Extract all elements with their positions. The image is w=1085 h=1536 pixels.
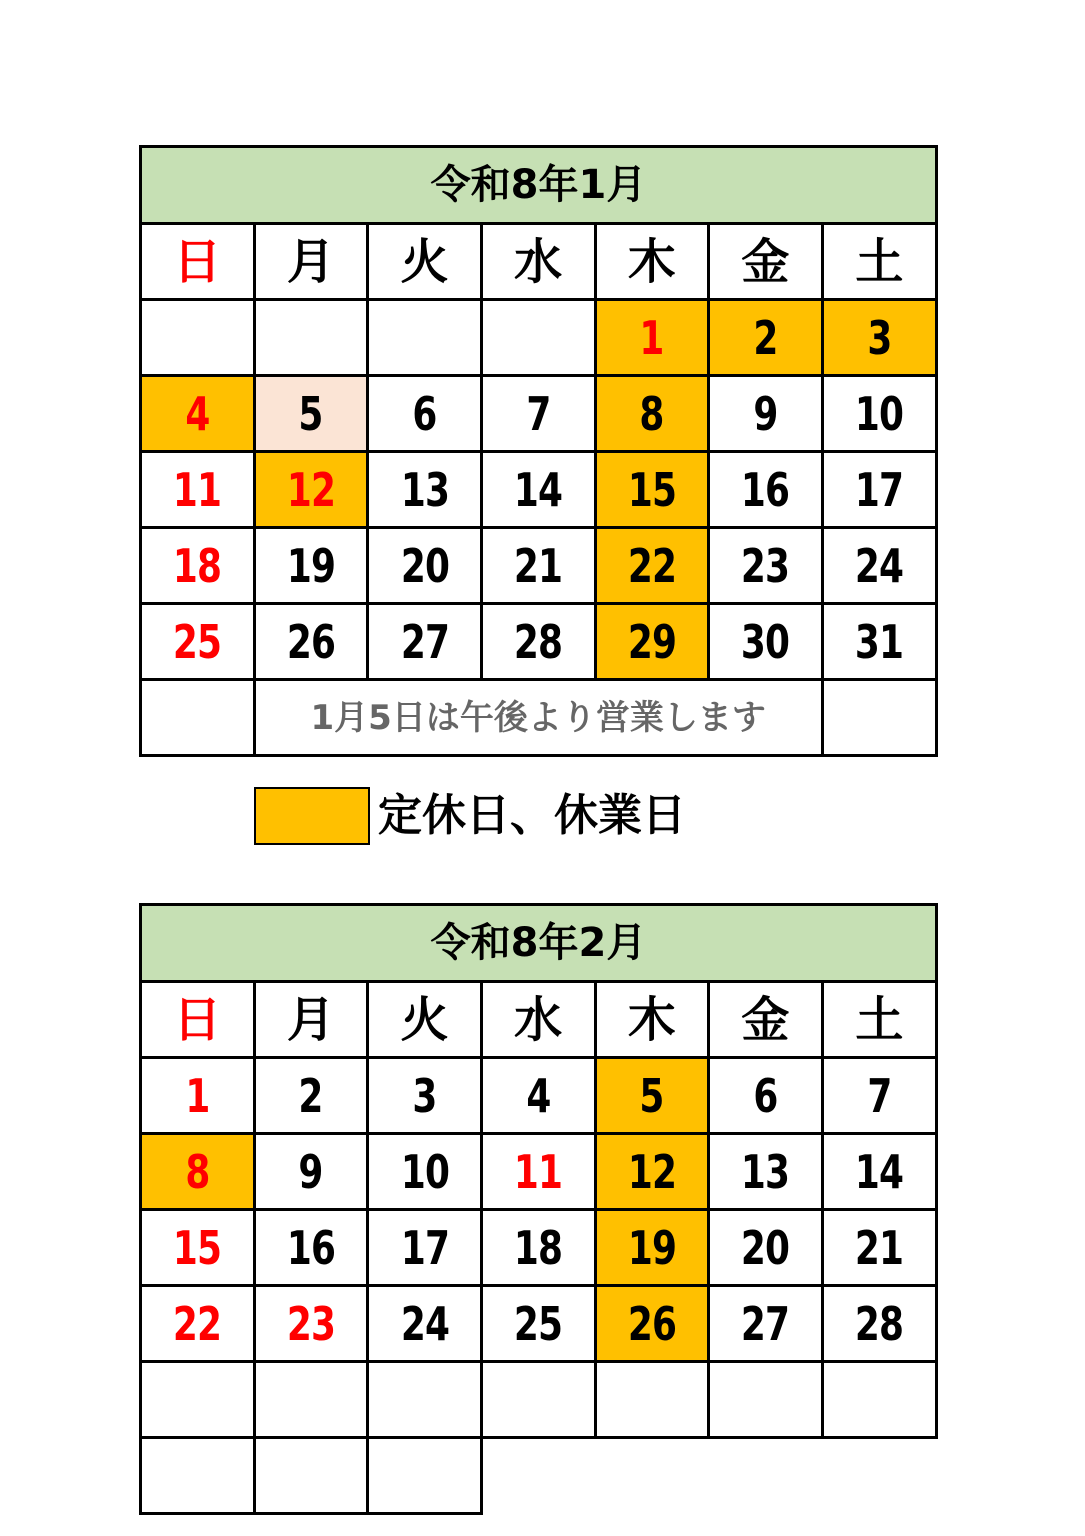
day-cell: [368, 604, 482, 680]
day-number: 6: [412, 386, 437, 441]
day-cell: [595, 452, 709, 528]
day-number: 14: [855, 1144, 904, 1199]
day-cell: [595, 1286, 709, 1362]
day-cell: [141, 1286, 255, 1362]
day-number: 26: [627, 1296, 676, 1351]
day-number: 20: [400, 538, 449, 593]
day-cell: [254, 1210, 368, 1286]
day-cell: [141, 528, 255, 604]
day-cell: [595, 1058, 709, 1134]
day-number: 1: [185, 1068, 210, 1123]
day-cell: [141, 300, 255, 376]
day-number: 9: [753, 386, 778, 441]
blank-area: [595, 1438, 709, 1514]
calendar-february: [139, 903, 938, 1515]
weekday-wed: 水: [481, 982, 595, 1058]
day-cell: [141, 376, 255, 452]
day-cell: [822, 1286, 936, 1362]
day-number: 2: [298, 1068, 324, 1123]
day-cell: [595, 1134, 709, 1210]
day-number: 16: [741, 462, 790, 517]
day-cell: [368, 1362, 482, 1438]
day-cell: [481, 376, 595, 452]
day-number: 17: [400, 1220, 449, 1275]
day-cell: [822, 1134, 936, 1210]
day-cell: [595, 1362, 709, 1438]
day-number: 12: [627, 1144, 676, 1199]
day-number: 21: [513, 538, 563, 593]
weekday-mon: 月: [254, 224, 368, 300]
calendar-title: 令和8年1月: [141, 147, 937, 224]
day-cell: [822, 1210, 936, 1286]
day-number: 1: [639, 310, 664, 365]
day-cell: [822, 528, 936, 604]
day-number: 20: [741, 1220, 790, 1275]
day-cell: [141, 1362, 255, 1438]
day-cell: [368, 300, 482, 376]
day-number: 8: [639, 386, 664, 441]
day-number: 11: [173, 462, 222, 517]
day-cell: [595, 604, 709, 680]
day-number: 25: [173, 614, 222, 669]
day-number: 10: [400, 1144, 449, 1199]
day-cell: [481, 452, 595, 528]
day-cell: [254, 1286, 368, 1362]
day-cell: [595, 376, 709, 452]
day-number: 30: [741, 614, 790, 669]
day-number: 15: [173, 1220, 222, 1275]
day-cell: [595, 1210, 709, 1286]
day-cell: [595, 528, 709, 604]
day-cell: [141, 1438, 255, 1514]
day-number: 3: [412, 1068, 437, 1123]
day-cell: [368, 1286, 482, 1362]
day-cell: [822, 680, 936, 756]
day-number: 23: [286, 1296, 336, 1351]
day-cell: [254, 376, 368, 452]
day-number: 31: [855, 614, 904, 669]
day-cell: [368, 376, 482, 452]
day-number: 10: [855, 386, 904, 441]
day-number: 12: [286, 462, 336, 517]
day-number: 3: [867, 310, 892, 365]
day-cell: [709, 1134, 823, 1210]
day-cell: [481, 1286, 595, 1362]
day-cell: [368, 1058, 482, 1134]
day-cell: [481, 1210, 595, 1286]
day-cell: [481, 1058, 595, 1134]
day-cell: [709, 1210, 823, 1286]
day-number: 19: [286, 538, 336, 593]
day-number: 11: [513, 1144, 563, 1199]
weekday-sun: 日: [141, 982, 255, 1058]
day-number: 22: [627, 538, 676, 593]
day-number: 2: [753, 310, 778, 365]
weekday-thu: 木: [595, 224, 709, 300]
weekday-tue: 火: [368, 224, 482, 300]
day-cell: [368, 1210, 482, 1286]
weekday-mon: 月: [254, 982, 368, 1058]
day-cell: [481, 604, 595, 680]
day-cell: [481, 1134, 595, 1210]
day-number: 7: [526, 386, 551, 441]
legend-swatch: [254, 787, 370, 845]
weekday-fri: 金: [709, 224, 823, 300]
day-cell: [254, 1058, 368, 1134]
blank-area: [481, 1438, 595, 1514]
day-number: 14: [513, 462, 563, 517]
calendar-title: 令和8年2月: [141, 905, 937, 982]
day-cell: [141, 1210, 255, 1286]
day-number: 19: [627, 1220, 676, 1275]
day-number: 22: [173, 1296, 222, 1351]
day-number: 27: [741, 1296, 790, 1351]
day-number: 16: [286, 1220, 336, 1275]
day-cell: [822, 300, 936, 376]
day-cell: [822, 1058, 936, 1134]
day-cell: [709, 1286, 823, 1362]
day-cell: [822, 452, 936, 528]
legend-label: 定休日、休業日: [378, 790, 686, 841]
day-cell: [595, 300, 709, 376]
day-number: 26: [286, 614, 336, 669]
day-number: 24: [855, 538, 904, 593]
day-cell: [254, 300, 368, 376]
day-number: 15: [627, 462, 676, 517]
day-cell: [709, 1058, 823, 1134]
day-number: 4: [185, 386, 210, 441]
day-number: 13: [400, 462, 449, 517]
weekday-sat: 土: [822, 982, 936, 1058]
day-cell: [141, 1058, 255, 1134]
day-number: 6: [753, 1068, 778, 1123]
day-number: 5: [639, 1068, 664, 1123]
day-number: 8: [185, 1144, 210, 1199]
day-number: 21: [855, 1220, 904, 1275]
day-number: 13: [741, 1144, 790, 1199]
day-cell: [254, 1438, 368, 1514]
day-number: 23: [741, 538, 790, 593]
blank-area: [822, 1438, 936, 1514]
day-cell: [709, 528, 823, 604]
weekday-thu: 木: [595, 982, 709, 1058]
day-number: 28: [855, 1296, 904, 1351]
day-cell: [254, 1134, 368, 1210]
day-number: 25: [513, 1296, 563, 1351]
day-cell: [822, 376, 936, 452]
day-cell: [254, 452, 368, 528]
day-cell: [481, 1362, 595, 1438]
day-cell: [368, 1438, 482, 1514]
weekday-fri: 金: [709, 982, 823, 1058]
day-number: 18: [173, 538, 222, 593]
day-number: 24: [400, 1296, 449, 1351]
day-number: 28: [513, 614, 563, 669]
day-cell: [254, 1362, 368, 1438]
day-cell: [141, 1134, 255, 1210]
day-cell: [368, 1134, 482, 1210]
day-cell: [709, 300, 823, 376]
weekday-wed: 水: [481, 224, 595, 300]
day-cell: [368, 528, 482, 604]
day-cell: [709, 376, 823, 452]
day-cell: [481, 300, 595, 376]
day-number: 17: [855, 462, 904, 517]
day-cell: [141, 680, 255, 756]
weekday-sun: 日: [141, 224, 255, 300]
day-number: 27: [400, 614, 449, 669]
day-cell: [368, 452, 482, 528]
day-cell: [709, 452, 823, 528]
blank-area: [709, 1438, 823, 1514]
calendar-january: [139, 145, 938, 757]
weekday-tue: 火: [368, 982, 482, 1058]
day-number: 4: [526, 1068, 551, 1123]
day-cell: [254, 528, 368, 604]
day-cell: [481, 528, 595, 604]
day-number: 9: [298, 1144, 324, 1199]
day-cell: [254, 604, 368, 680]
day-cell: [141, 604, 255, 680]
weekday-sat: 土: [822, 224, 936, 300]
day-number: 7: [867, 1068, 892, 1123]
day-number: 5: [298, 386, 324, 441]
day-number: 18: [513, 1220, 563, 1275]
calendar-note: 1月5日は午後より営業します: [254, 680, 822, 756]
day-cell: [822, 1362, 936, 1438]
day-cell: [141, 452, 255, 528]
day-number: 29: [627, 614, 676, 669]
day-cell: [709, 604, 823, 680]
day-cell: [709, 1362, 823, 1438]
day-cell: [822, 604, 936, 680]
